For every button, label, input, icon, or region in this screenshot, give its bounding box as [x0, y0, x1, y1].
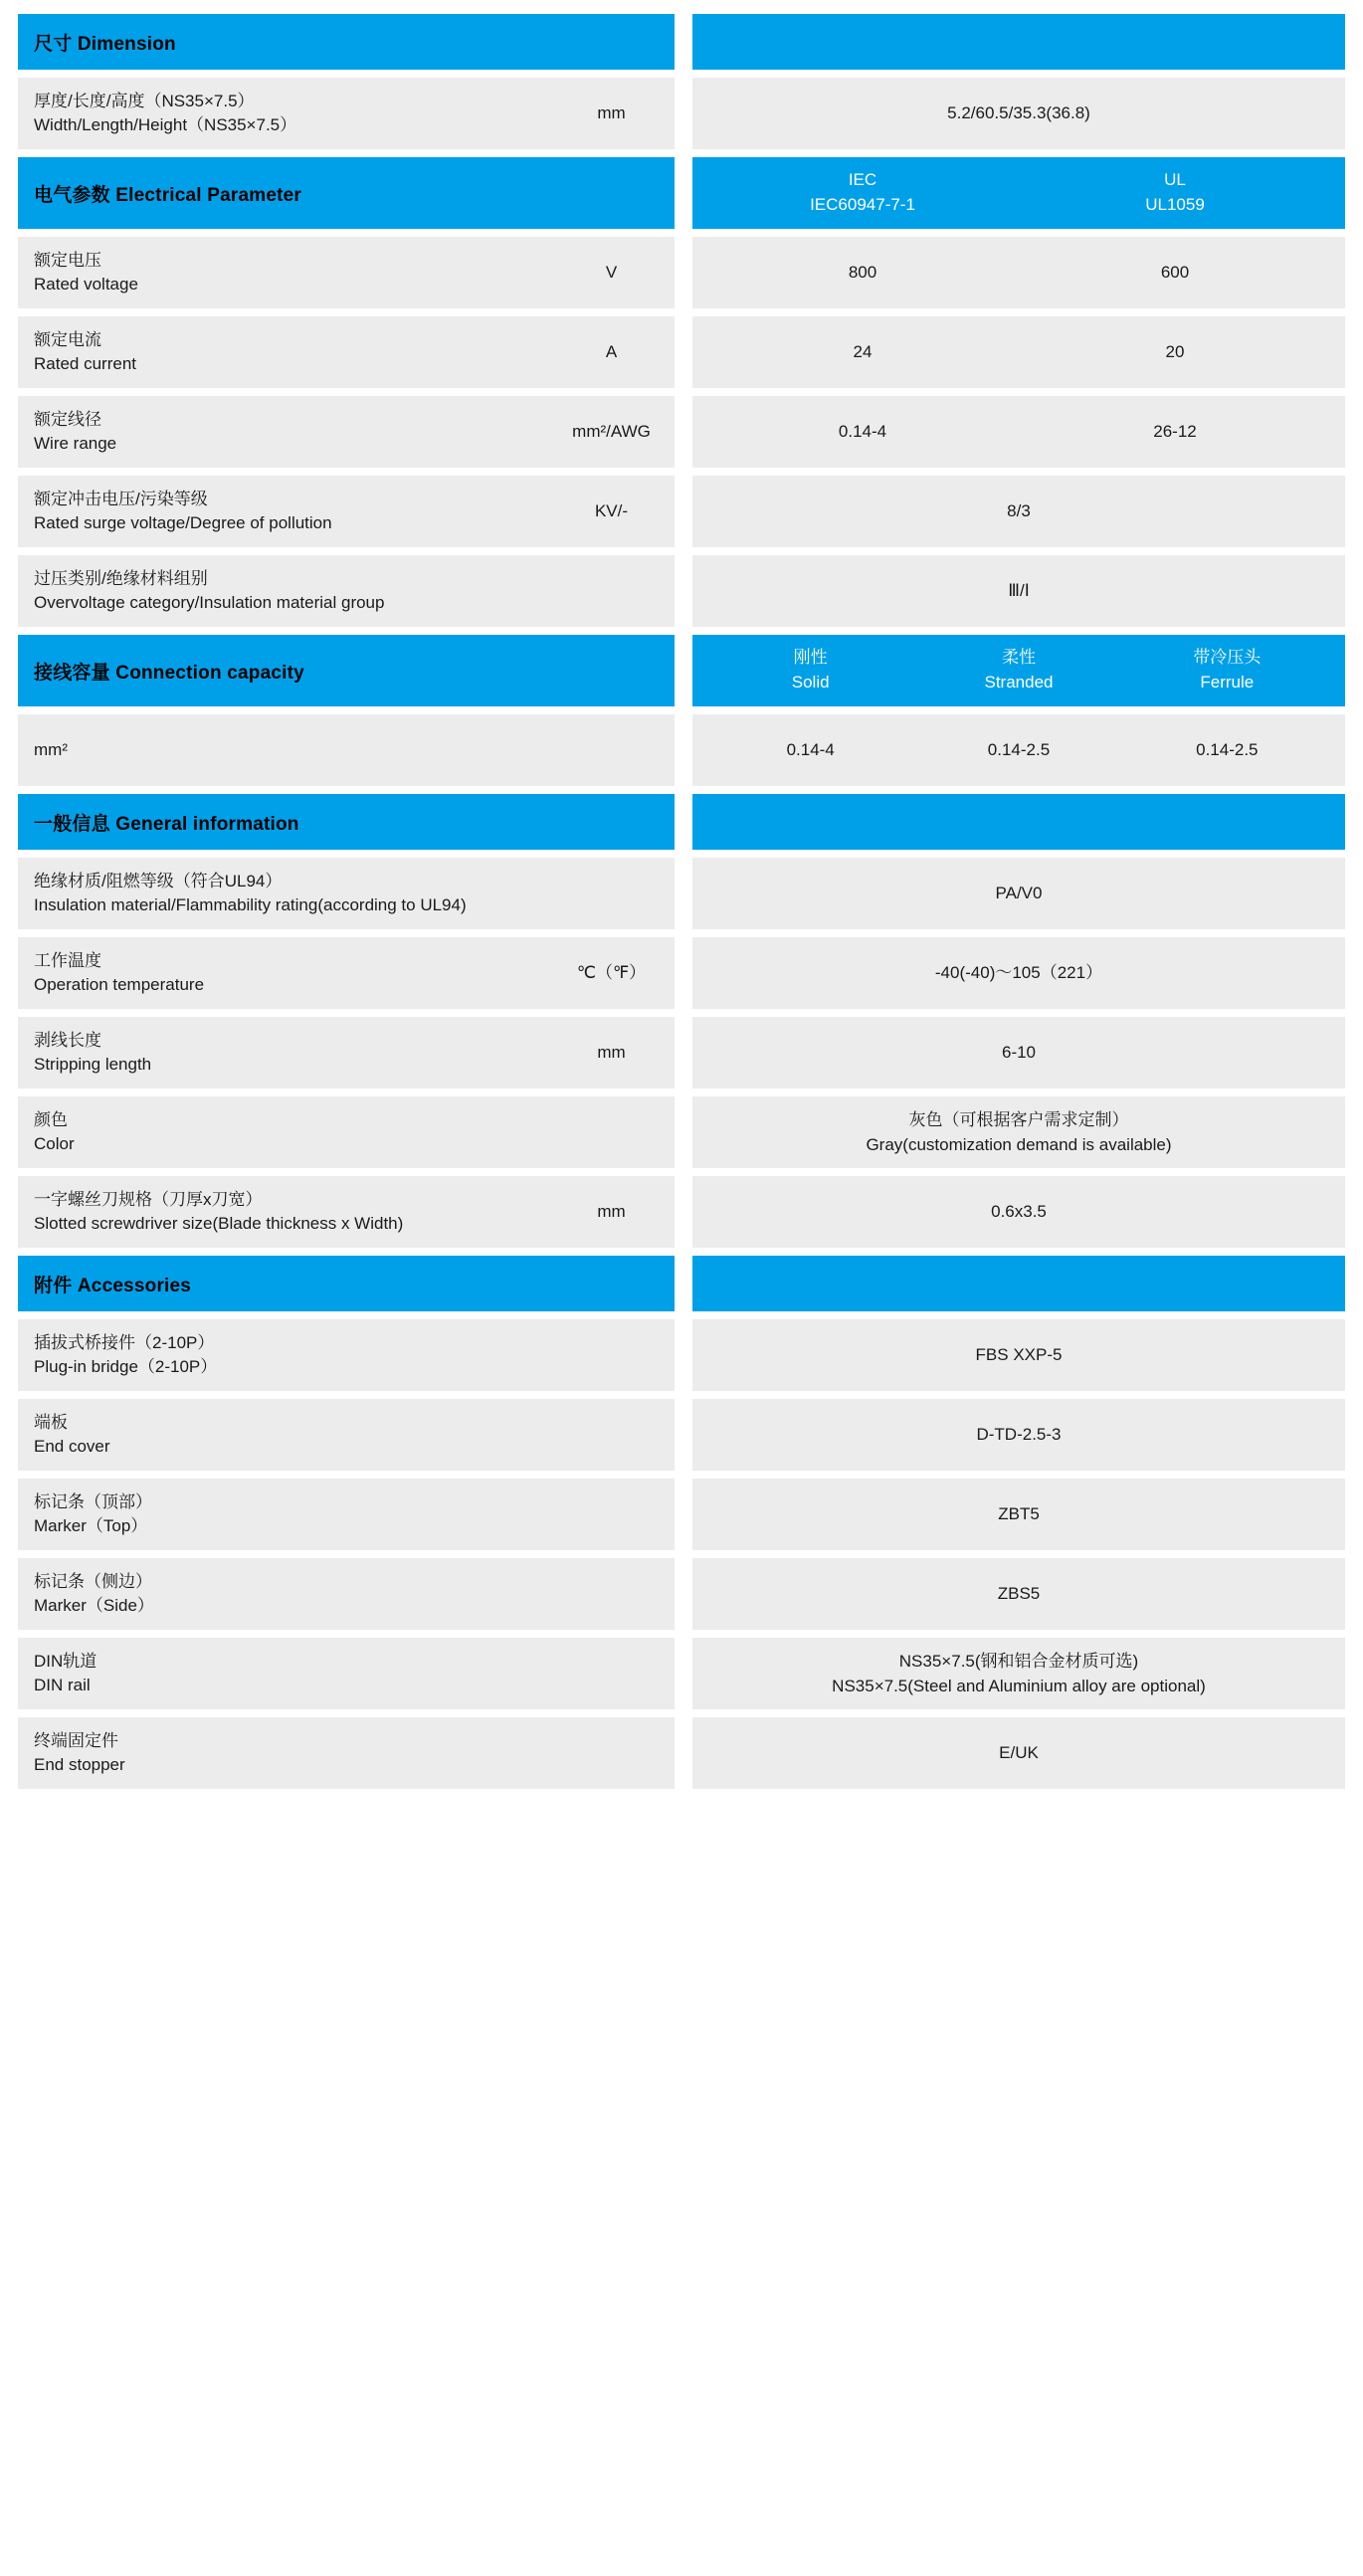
row-label-marker-top — [18, 1479, 675, 1550]
value-ul: 20 — [1165, 341, 1185, 361]
conductor-solid: 刚性 Solid — [791, 648, 830, 692]
table-row — [18, 555, 1345, 627]
section-title-dimension: 尺寸 Dimension — [18, 14, 675, 70]
row-label-end-stopper — [18, 1717, 675, 1789]
row-unit: KV/- — [594, 500, 629, 520]
value-text: Ⅲ/Ⅰ — [1008, 581, 1030, 601]
value-line-2: NS35×7.5(Steel and Aluminium alloy are optional) — [832, 1677, 1206, 1695]
label-text: 剥线长度 Stripping length — [34, 1030, 152, 1074]
row-label-operation-temperature — [18, 937, 675, 1009]
row-unit: mm — [597, 1201, 626, 1221]
table-row — [18, 78, 1345, 149]
row-value-marker-top — [692, 1479, 1345, 1550]
section-header-value-general — [692, 794, 1345, 850]
section-title-electrical: 电气参数 Electrical Parameter — [18, 157, 675, 229]
table-row — [18, 937, 1345, 1009]
section-header-standards — [692, 157, 1345, 229]
row-value-connection-mm2 — [692, 714, 1345, 786]
label-text: DIN轨道 DIN rail — [34, 1651, 97, 1694]
value-line-2: Gray(customization demand is available) — [866, 1135, 1172, 1154]
row-value-surge-voltage — [692, 476, 1345, 547]
row-value-rated-current — [692, 316, 1345, 388]
row-label-plug-in-bridge — [18, 1319, 675, 1391]
value-text: 5.2/60.5/35.3(36.8) — [947, 103, 1090, 123]
row-label-dimension-size — [18, 78, 675, 149]
table-row — [18, 1717, 1345, 1789]
conductor-stranded: 柔性 Stranded — [984, 648, 1054, 692]
section-title-general: 一般信息 General information — [18, 794, 675, 850]
table-row — [18, 714, 1345, 786]
row-unit: mm — [597, 1042, 626, 1062]
table-row — [18, 316, 1345, 388]
row-label-connection-mm2 — [18, 714, 675, 786]
value-text: 0.6x3.5 — [991, 1202, 1047, 1222]
table-row — [18, 1558, 1345, 1630]
row-value-overvoltage-category — [692, 555, 1345, 627]
row-label-wire-range — [18, 396, 675, 468]
table-row — [18, 1479, 1345, 1550]
value-text: -40(-40)～105（221） — [934, 963, 1103, 983]
row-unit: mm²/AWG — [572, 421, 651, 441]
row-value-end-cover — [692, 1399, 1345, 1471]
label-text: 额定线径 Wire range — [34, 409, 117, 453]
value-line-1: 灰色（可根据客户需求定制） — [908, 1109, 1129, 1129]
row-unit: mm — [597, 102, 626, 122]
label-text: 额定电压 Rated voltage — [34, 250, 138, 294]
row-label-color — [18, 1096, 675, 1168]
table-row — [18, 1096, 1345, 1168]
value-text: FBS XXP-5 — [975, 1345, 1063, 1365]
table-row — [18, 237, 1345, 308]
value-text — [866, 1107, 1171, 1158]
row-label-din-rail — [18, 1638, 675, 1709]
row-value-stripping-length — [692, 1017, 1345, 1089]
section-title-connection: 接线容量 Connection capacity — [18, 635, 675, 706]
label-text: 一字螺丝刀规格（刀厚x刀宽） Slotted screwdriver size(Blade thickness x Width) — [34, 1189, 404, 1233]
row-value-screwdriver-size — [692, 1176, 1345, 1248]
row-value-wire-range — [692, 396, 1345, 468]
row-value-insulation-material — [692, 858, 1345, 929]
section-header-accessories — [18, 1256, 1345, 1311]
value-ul: 26-12 — [1153, 421, 1197, 441]
value-text: 6-10 — [1001, 1043, 1037, 1063]
value-text: 8/3 — [1007, 501, 1031, 521]
standard-ul: UL UL1059 — [1145, 170, 1205, 214]
value-iec: 0.14-4 — [838, 421, 887, 441]
row-value-marker-side — [692, 1558, 1345, 1630]
value-ul: 600 — [1160, 262, 1190, 282]
section-header-general — [18, 794, 1345, 850]
row-label-screwdriver-size — [18, 1176, 675, 1248]
label-text: 颜色 Color — [34, 1109, 75, 1153]
conductor-ferrule: 带冷压头 Ferrule — [1193, 648, 1262, 692]
row-label-rated-current — [18, 316, 675, 388]
value-line-1: NS35×7.5(钢和铝合金材质可选) — [898, 1651, 1139, 1671]
section-title-accessories: 附件 Accessories — [18, 1256, 675, 1311]
row-label-overvoltage-category — [18, 555, 675, 627]
table-row — [18, 1399, 1345, 1471]
table-row — [18, 1176, 1345, 1248]
row-label-stripping-length — [18, 1017, 675, 1089]
row-label-marker-side — [18, 1558, 675, 1630]
row-value-rated-voltage — [692, 237, 1345, 308]
row-value-operation-temperature — [692, 937, 1345, 1009]
label-text: 插拔式桥接件（2-10P） Plug-in bridge（2-10P） — [34, 1332, 218, 1376]
table-row — [18, 858, 1345, 929]
section-header-electrical — [18, 157, 1345, 229]
table-row — [18, 396, 1345, 468]
label-text: 绝缘材质/阻燃等级（符合UL94） Insulation material/Flammability rating(according to UL94) — [34, 871, 467, 914]
label-text: 额定电流 Rated current — [34, 329, 136, 373]
label-text: 过压类别/绝缘材料组别 Overvoltage category/Insulation material group — [34, 568, 385, 612]
table-row — [18, 1638, 1345, 1709]
row-value-end-stopper — [692, 1717, 1345, 1789]
value-text: ZBT5 — [998, 1504, 1040, 1524]
label-text: 端板 End cover — [34, 1412, 110, 1456]
row-unit: V — [605, 262, 618, 282]
value-solid: 0.14-4 — [786, 739, 835, 759]
value-ferrule: 0.14-2.5 — [1196, 739, 1259, 759]
section-header-connection — [18, 635, 1345, 706]
section-header-value-accessories — [692, 1256, 1345, 1311]
table-row — [18, 1017, 1345, 1089]
value-text: PA/V0 — [995, 884, 1043, 903]
row-value-color — [692, 1096, 1345, 1168]
section-header-value-dimension — [692, 14, 1345, 70]
value-stranded: 0.14-2.5 — [987, 739, 1051, 759]
label-text: 终端固定件 End stopper — [34, 1730, 125, 1774]
label-text: 工作温度 Operation temperature — [34, 950, 205, 994]
row-unit: A — [605, 341, 618, 361]
table-row — [18, 1319, 1345, 1391]
value-iec: 24 — [853, 341, 873, 361]
row-value-din-rail — [692, 1638, 1345, 1709]
section-header-conductor-types — [692, 635, 1345, 706]
row-value-dimension-size — [692, 78, 1345, 149]
value-text: ZBS5 — [997, 1584, 1041, 1604]
row-unit: ℃（℉） — [576, 962, 647, 982]
label-text: mm² — [34, 739, 68, 759]
section-header-dimension — [18, 14, 1345, 70]
row-label-rated-voltage — [18, 237, 675, 308]
row-label-end-cover — [18, 1399, 675, 1471]
row-label-insulation-material — [18, 858, 675, 929]
value-text — [832, 1649, 1206, 1699]
value-text: D-TD-2.5-3 — [976, 1425, 1062, 1445]
row-value-plug-in-bridge — [692, 1319, 1345, 1391]
table-row — [18, 476, 1345, 547]
label-text: 额定冲击电压/污染等级 Rated surge voltage/Degree of pollution — [34, 489, 332, 532]
row-label-surge-voltage — [18, 476, 675, 547]
label-text: 标记条（顶部） Marker（Top） — [34, 1491, 152, 1535]
label-text: 厚度/长度/高度（NS35×7.5） Width/Length/Height（NS35×7.5） — [34, 91, 297, 134]
value-iec: 800 — [848, 262, 877, 282]
value-text: E/UK — [999, 1743, 1039, 1763]
standard-iec: IEC IEC60947-7-1 — [810, 170, 915, 214]
label-text: 标记条（侧边） Marker（Side） — [34, 1571, 154, 1615]
